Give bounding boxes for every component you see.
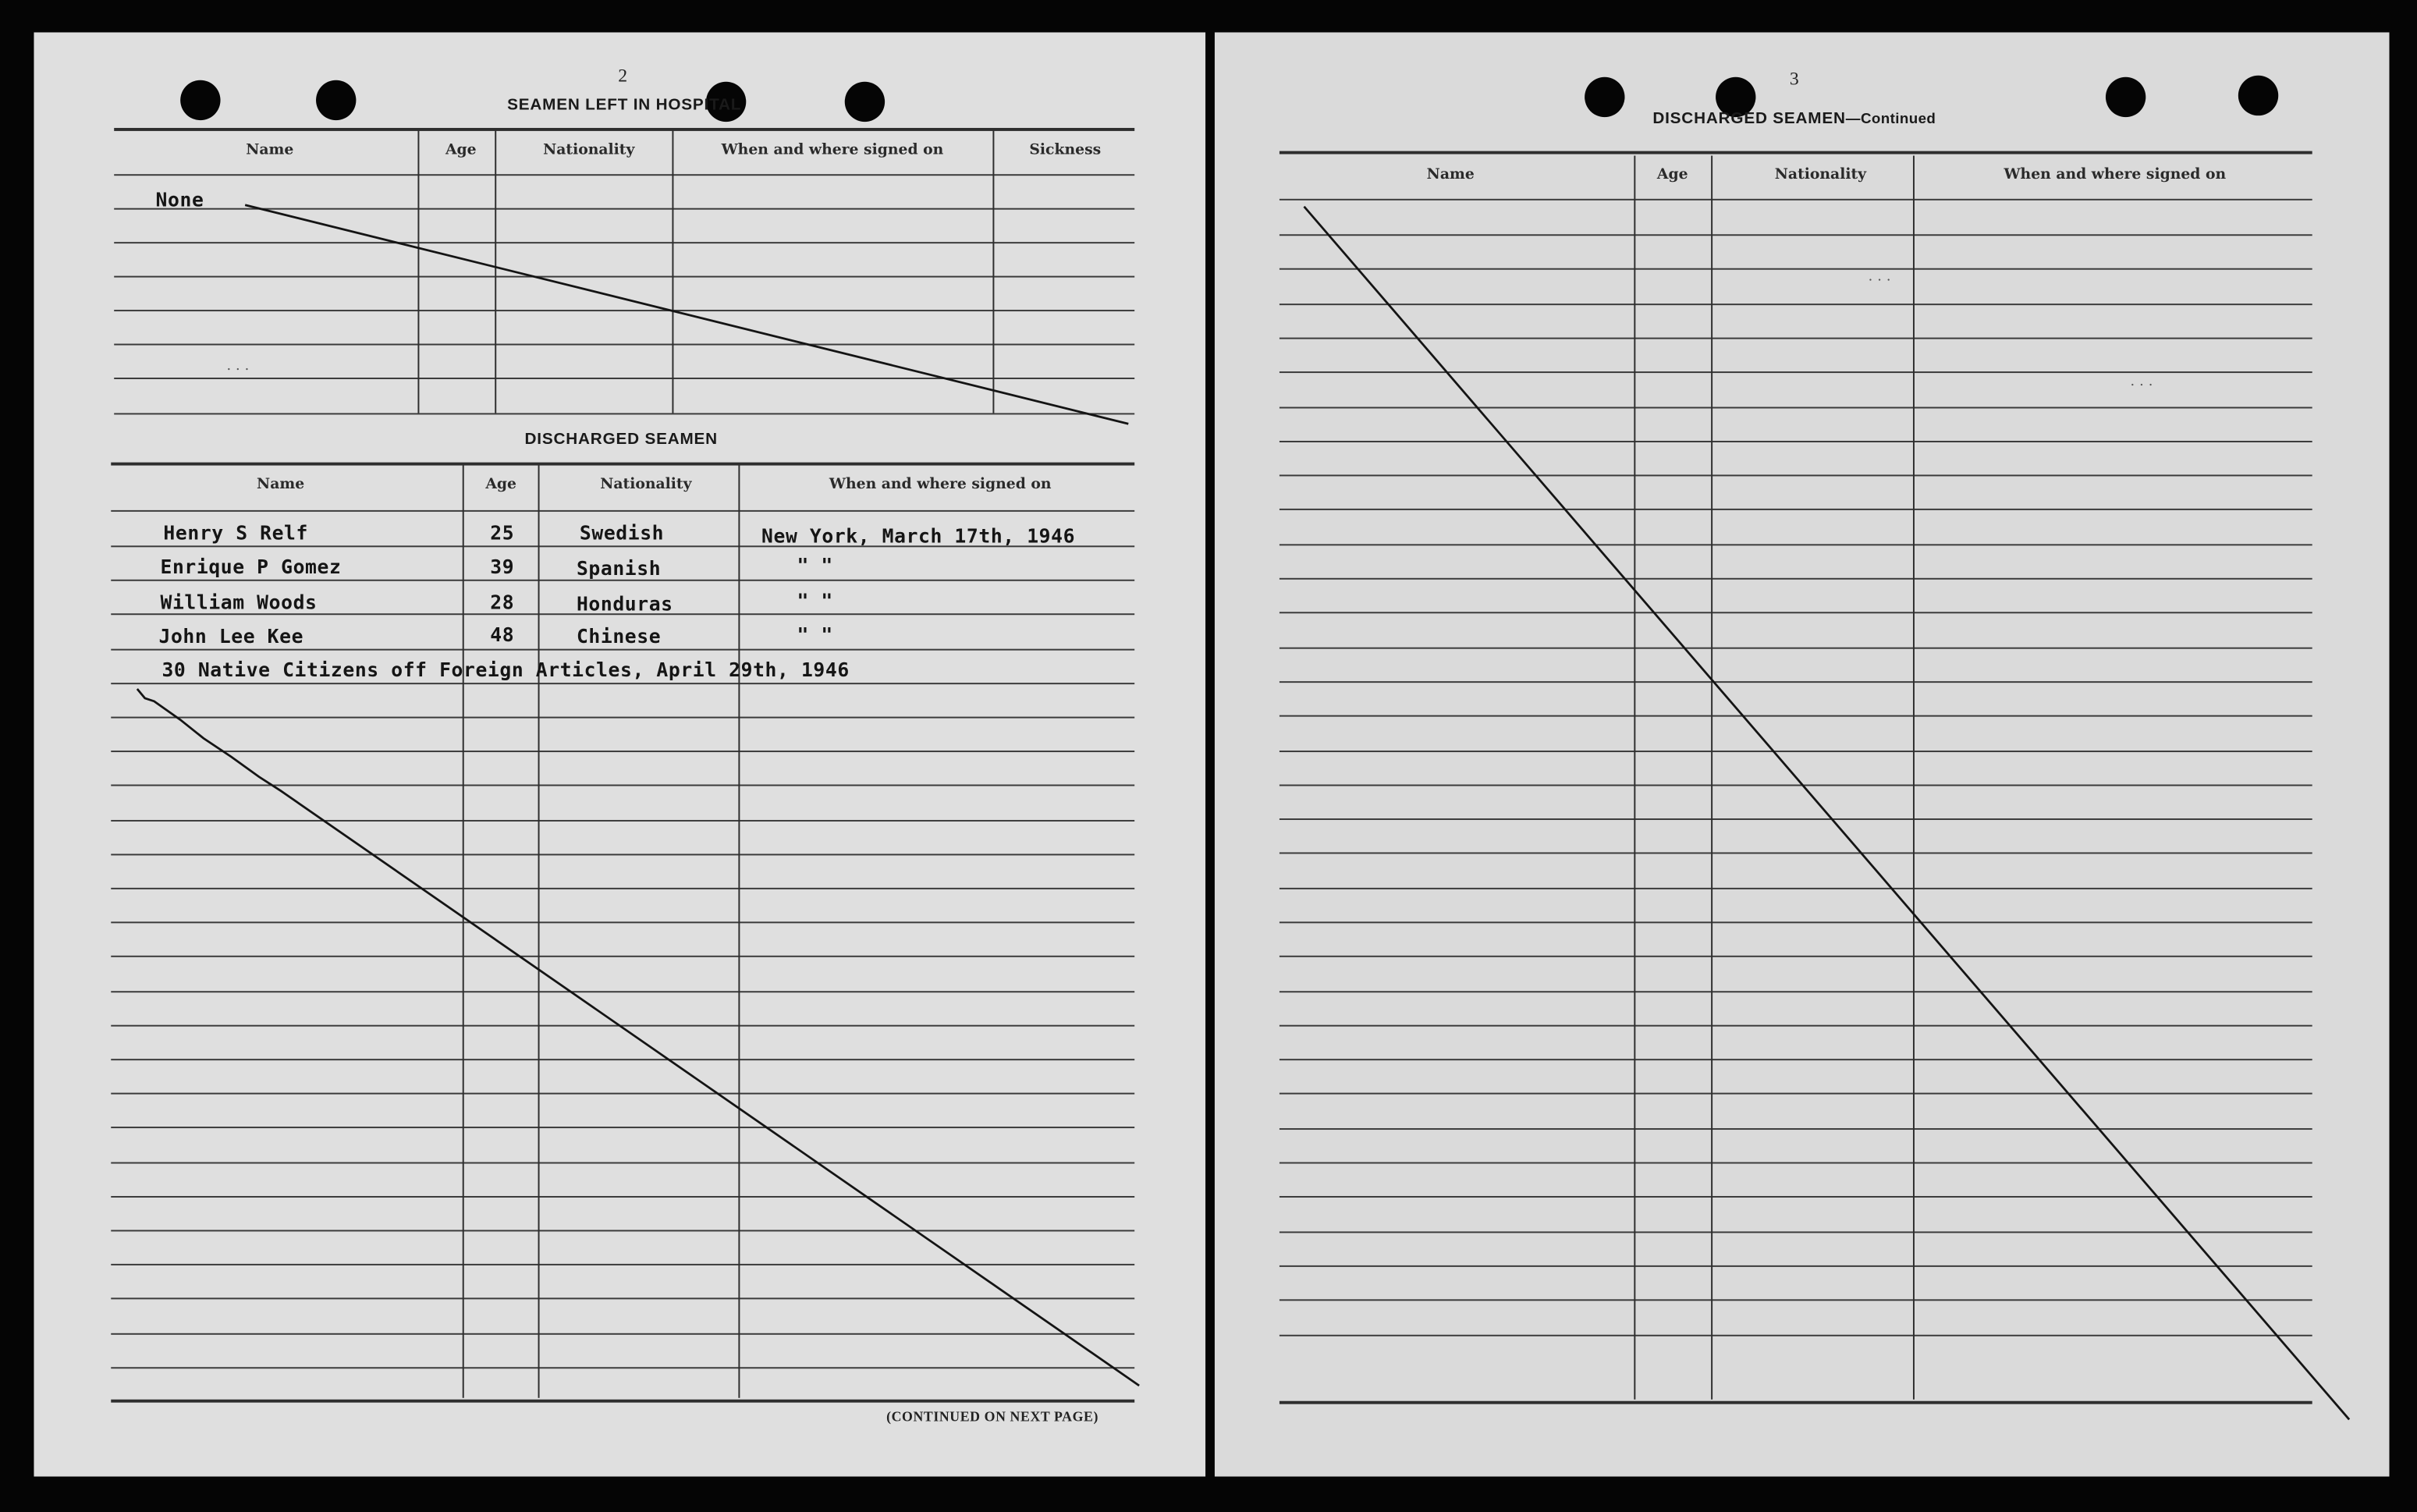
col-header-nationality: Nationality [543,141,635,159]
hospital-section-title: SEAMEN LEFT IN HOSPITAL [507,95,742,115]
col-header-nationality: Nationality [600,476,692,494]
col-header-name: Name [257,476,305,494]
col-header-name: Name [1426,166,1475,184]
seaman-signed-on: " " [797,588,833,612]
seaman-age: 28 [490,590,515,614]
section-title-main: DISCHARGED SEAMEN [1652,109,1846,128]
page-2 [34,32,1205,1476]
col-header-signed-on: When and where signed on [2004,166,2227,184]
seaman-signed-on: " " [797,623,833,646]
seaman-name: William Woods [160,590,318,614]
speck: ... [226,359,254,375]
page-3 [1215,32,2390,1476]
seaman-age: 48 [490,623,515,646]
speck: ... [1868,269,1896,286]
continued-footer: (CONTINUED ON NEXT PAGE) [886,1408,1099,1425]
col-header-sickness: Sickness [1029,141,1102,159]
col-header-signed-on: When and where signed on [829,476,1052,494]
seaman-age: 39 [490,555,515,578]
cancel-strike-line [1215,32,2390,1476]
speck: ... [2130,374,2158,390]
col-header-name: Name [246,141,294,159]
col-header-age: Age [485,476,516,494]
seaman-signed-on: " " [797,553,833,577]
seaman-nationality: Swedish [579,520,665,545]
seaman-age: 25 [490,520,515,545]
seaman-name: Henry S Relf [163,520,309,545]
cancel-strike-lines [34,32,1205,1476]
seaman-nationality: Chinese [576,624,662,648]
page-number: 2 [618,64,628,87]
seaman-name: Enrique P Gomez [160,555,342,578]
col-header-signed-on: When and where signed on [721,141,944,159]
hospital-entry: None [155,188,204,211]
seaman-nationality: Honduras [576,591,673,616]
seaman-signed-on: New York, March 17th, 1946 [761,524,1076,548]
col-header-nationality: Nationality [1774,166,1867,184]
col-header-age: Age [1656,166,1688,184]
discharge-note: 30 Native Citizens off Foreign Articles, April 29th, 1946 [161,658,850,682]
seaman-nationality: Spanish [576,556,662,580]
seaman-name: John Lee Kee [158,624,304,648]
discharged-section-title: DISCHARGED SEAMEN [524,430,718,449]
section-title-suffix: —Continued [1845,111,1936,128]
col-header-age: Age [445,141,477,159]
page-number: 3 [1789,67,1799,90]
